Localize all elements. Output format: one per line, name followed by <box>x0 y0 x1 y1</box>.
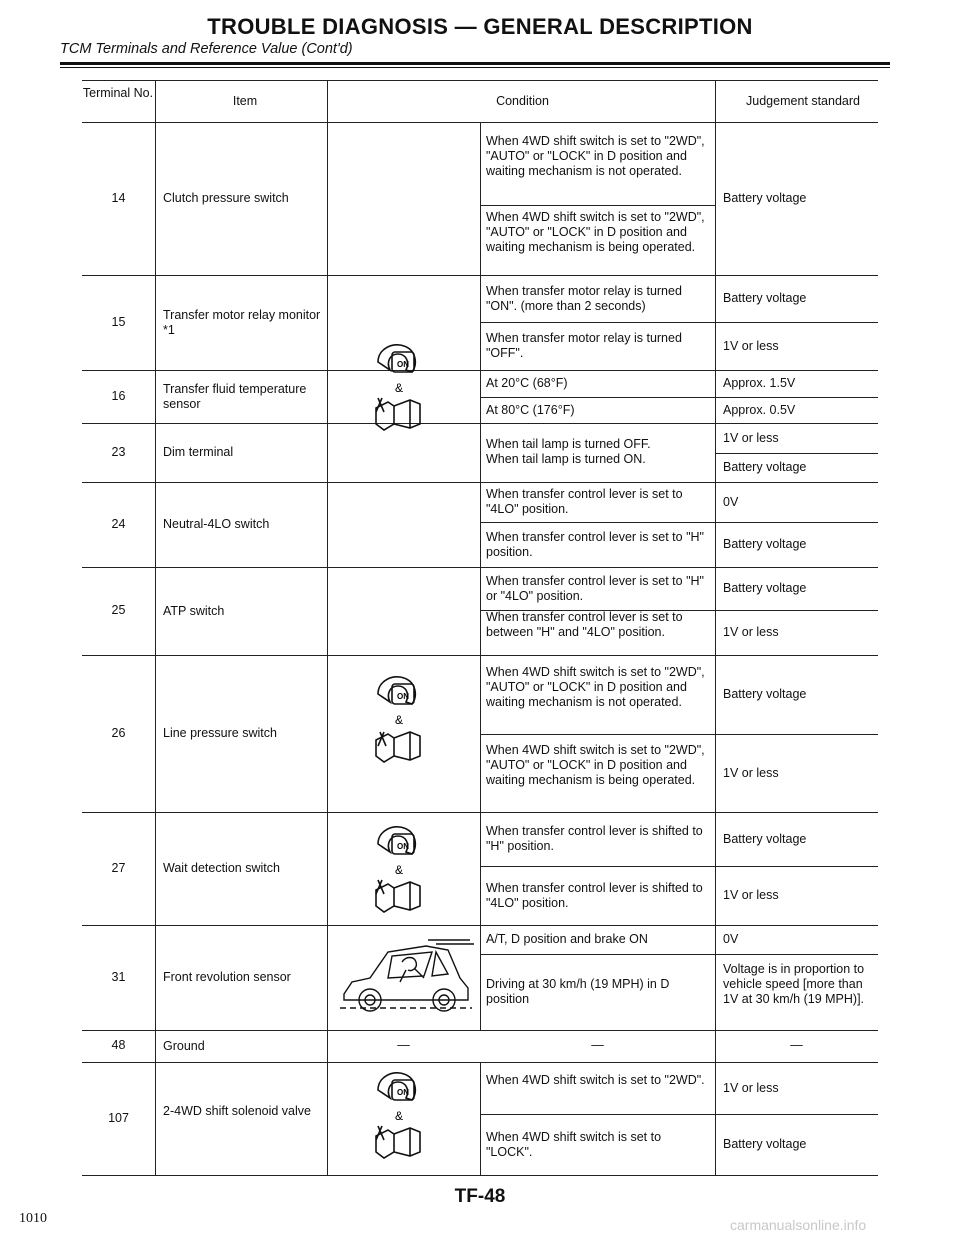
judgement-text: 1V or less <box>723 625 779 639</box>
terminal-number: 26 <box>111 725 126 740</box>
icon-group-27 <box>372 822 426 927</box>
item-name: 2-4WD shift solenoid valve <box>163 1103 311 1118</box>
icon-group-upper <box>372 340 426 445</box>
condition-text: When transfer motor relay is turned "ON". (more than 2 seconds) <box>486 283 682 313</box>
judgement-text: 1V or less <box>723 888 779 902</box>
ignition-on-connector-icon <box>372 1068 426 1168</box>
condition-text: When transfer control lever is set to "H" or "4LO" position. <box>486 573 704 603</box>
header-condition: Condition <box>496 94 549 108</box>
judgement-divider <box>715 954 878 955</box>
condition-divider <box>480 322 715 323</box>
judgement-text: 1V or less <box>723 430 779 445</box>
judgement-text: 1V or less <box>723 338 779 353</box>
condition-divider <box>480 1114 715 1115</box>
ampersand-text: & <box>394 1109 404 1123</box>
page-code: TF-48 <box>454 1186 506 1207</box>
condition-text: At 20°C (68°F) <box>486 376 568 390</box>
divider-icon-condition <box>480 1062 481 1175</box>
condition-text: When 4WD shift switch is set to "2WD", "AUTO" or "LOCK" in D position and waiting mechanism is not operated. <box>486 664 705 709</box>
condition-text: When tail lamp is turned ON. <box>486 452 646 466</box>
judgement-divider <box>715 322 878 323</box>
judgement-text: 0V <box>723 494 739 509</box>
condition-text: When transfer motor relay is turned "OFF". <box>486 331 682 360</box>
icon-group-26 <box>372 672 426 777</box>
judgement-text: 1V or less <box>723 1080 779 1095</box>
header-rule-thin <box>60 67 890 68</box>
ignition-on-connector-icon <box>372 340 426 440</box>
divider-terminal-item <box>155 80 156 1175</box>
condition-divider <box>480 397 715 398</box>
condition-text: When transfer control lever is set to between "H" and "4LO" position. <box>486 610 683 639</box>
judgement-text: Approx. 0.5V <box>723 402 796 417</box>
row-divider <box>82 423 878 424</box>
condition-divider <box>480 734 715 735</box>
item-name: Clutch pressure switch <box>163 191 289 205</box>
judgement-divider <box>715 397 878 398</box>
header-item: Item <box>232 94 258 108</box>
judgement-text: Voltage is in proportion to vehicle speed [more than 1V at 30 km/h (19 MPH)]. <box>723 962 865 1006</box>
divider-icon-condition <box>480 122 481 1030</box>
terminal-number: 107 <box>108 1110 129 1125</box>
judgement-text: Battery voltage <box>723 1137 807 1151</box>
condition-dash: — <box>591 1038 604 1052</box>
condition-text: When 4WD shift switch is set to "2WD", "AUTO" or "LOCK" in D position and waiting mechanism is being operated. <box>486 210 705 254</box>
terminal-number: 31 <box>111 969 126 984</box>
page-subtitle: TCM Terminals and Reference Value (Cont'd) <box>60 41 353 57</box>
header-rule <box>60 62 890 65</box>
judgement-text: Battery voltage <box>723 831 807 846</box>
row-divider <box>82 655 878 656</box>
page-title: TROUBLE DIAGNOSIS — GENERAL DESCRIPTION <box>207 14 753 39</box>
condition-divider <box>480 522 715 523</box>
row-divider <box>82 567 878 568</box>
judgement-divider <box>715 522 878 523</box>
condition-text: When 4WD shift switch is set to "LOCK". <box>486 1129 662 1159</box>
item-name: Transfer fluid temperature sensor <box>163 381 307 411</box>
on-label: ON <box>397 360 409 369</box>
icon-dash: — <box>397 1038 410 1052</box>
condition-text: Driving at 30 km/h (19 MPH) in D position <box>486 977 670 1006</box>
condition-text: When transfer control lever is shifted to "4LO" position. <box>486 880 703 910</box>
judgement-text: Approx. 1.5V <box>723 376 796 390</box>
condition-text: When transfer control lever is set to "4LO" position. <box>486 487 683 516</box>
item-name: Wait detection switch <box>163 861 280 875</box>
watermark: carmanualsonline.info <box>730 1217 867 1233</box>
condition-divider <box>480 866 715 867</box>
page-number: 1010 <box>19 1211 47 1226</box>
judgement-text: Battery voltage <box>723 537 807 551</box>
item-name: Line pressure switch <box>163 726 277 740</box>
on-label: ON <box>397 692 409 701</box>
terminal-number: 15 <box>111 314 126 329</box>
divider-condition-judgement <box>715 80 716 1175</box>
header-judgement: Judgement standard <box>746 94 860 108</box>
terminal-number: 24 <box>111 516 126 531</box>
terminal-number: 27 <box>111 860 126 875</box>
condition-text: When tail lamp is turned OFF. <box>486 437 651 451</box>
ignition-on-connector-icon <box>372 672 426 772</box>
icon-group-107 <box>372 1068 426 1173</box>
row-divider <box>82 370 878 371</box>
judgement-text: Battery voltage <box>723 190 807 205</box>
terminal-number: 25 <box>111 603 126 617</box>
item-name: Ground <box>163 1038 205 1053</box>
table-bottom-border <box>82 1175 878 1176</box>
judgement-text: Battery voltage <box>723 460 807 474</box>
condition-text: When 4WD shift switch is set to "2WD", "AUTO" or "LOCK" in D position and waiting mechanism is not operated. <box>486 133 705 178</box>
condition-text: When 4WD shift switch is set to "2WD". <box>486 1073 705 1087</box>
judgement-divider <box>715 1114 878 1115</box>
terminal-number: 16 <box>111 388 126 403</box>
judgement-divider <box>715 610 878 611</box>
row-divider <box>82 482 878 483</box>
judgement-text: 0V <box>723 932 739 946</box>
header-terminal: Terminal No. <box>82 86 154 100</box>
condition-text: When transfer control lever is shifted to "H" position. <box>486 824 703 853</box>
judgement-text: 1V or less <box>723 765 779 780</box>
on-label: ON <box>397 1088 409 1097</box>
judgement-divider <box>715 734 878 735</box>
judgement-divider <box>715 453 878 454</box>
condition-text: When 4WD shift switch is set to "2WD", "AUTO" or "LOCK" in D position and waiting mechanism is being operated. <box>486 743 705 787</box>
terminal-number: 23 <box>111 444 126 459</box>
ampersand-text: & <box>394 863 404 877</box>
judgement-text: Battery voltage <box>723 581 807 595</box>
row-divider <box>82 1062 878 1063</box>
on-label: ON <box>397 842 409 851</box>
driving-car-icon <box>336 938 476 1022</box>
judgement-text: Battery voltage <box>723 687 807 701</box>
condition-text: A/T, D position and brake ON <box>486 932 648 946</box>
item-name: Dim terminal <box>163 445 234 459</box>
terminal-number: 14 <box>111 190 126 205</box>
table-top-border <box>82 80 878 81</box>
row-divider <box>82 1030 878 1031</box>
judgement-divider <box>715 866 878 867</box>
judgement-text: Battery voltage <box>723 291 807 305</box>
terminal-number: 48 <box>111 1038 126 1052</box>
item-name: Front revolution sensor <box>163 970 291 984</box>
condition-divider <box>480 954 715 955</box>
item-name: Neutral-4LO switch <box>163 517 270 531</box>
condition-text: When transfer control lever is set to "H" position. <box>486 529 704 559</box>
item-name: Transfer motor relay monitor *1 <box>163 307 321 337</box>
ampersand-text: & <box>394 713 404 727</box>
row-divider <box>82 925 878 926</box>
row-divider <box>82 812 878 813</box>
condition-divider <box>480 205 715 206</box>
ampersand-text: & <box>394 381 404 395</box>
divider-item-icon <box>327 80 328 1175</box>
judgement-dash: — <box>790 1038 803 1052</box>
ignition-on-connector-icon <box>372 822 426 922</box>
driving-car-illustration <box>336 938 476 1027</box>
row-divider <box>82 275 878 276</box>
condition-text: At 80°C (176°F) <box>486 402 575 417</box>
item-name: ATP switch <box>163 603 225 618</box>
